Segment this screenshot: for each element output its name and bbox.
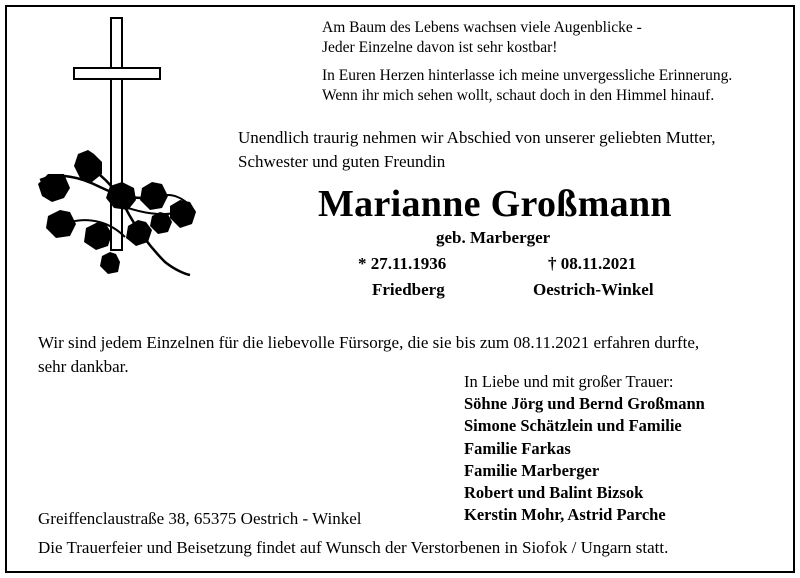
poem-line: Jeder Einzelne davon ist sehr kostbar! [322,39,558,56]
birth-name: geb. Marberger [436,228,551,247]
birth-date: * 27.11.1936 [358,254,447,273]
poem-stanza-2 [322,66,732,106]
mourner-name: Söhne Jörg und Bernd Großmann [464,394,705,414]
deceased-name: Marianne Großmann [318,183,672,225]
poem-line: In Euren Herzen hinterlasse ich meine unvergessliche Erinnerung. [322,67,733,84]
cross-with-ivy-icon [30,12,220,282]
mourner-name: Familie Marberger [464,460,600,480]
intro-text [238,126,716,174]
death-date: † 08.11.2021 [548,254,637,273]
mourner-name: Simone Schätzlein und Familie [464,416,682,436]
poem-stanza-1 [322,18,642,58]
mourners-list [464,371,705,526]
birth-place: Friedberg [372,280,445,299]
mourner-name: Kerstin Mohr, Astrid Parche [464,505,666,525]
intro-line: Schwester und guten Freundin [238,152,446,171]
poem-line: Wenn ihr mich sehen wollt, schaut doch in den Himmel hinauf. [322,87,715,104]
death-place: Oestrich-Winkel [533,280,654,299]
poem-line: Am Baum des Lebens wachsen viele Augenblicke - [322,19,642,36]
thanks-line: sehr dankbar. [38,357,129,376]
intro-line: Unendlich traurig nehmen wir Abschied von unserer geliebten Mutter, [238,128,716,147]
address: Greiffenclaustraße 38, 65375 Oestrich - Winkel [38,509,362,528]
mourners-heading: In Liebe und mit großer Trauer: [464,372,674,391]
funeral-note: Die Trauerfeier und Beisetzung findet auf Wunsch der Verstorbenen in Siofok / Ungarn statt. [38,538,669,557]
mourner-name: Familie Farkas [464,438,571,458]
thanks-line: Wir sind jedem Einzelnen für die liebevolle Fürsorge, die sie bis zum 08.11.2021 erfahren durfte, [38,333,700,352]
mourner-name: Robert und Balint Bizsok [464,483,644,503]
